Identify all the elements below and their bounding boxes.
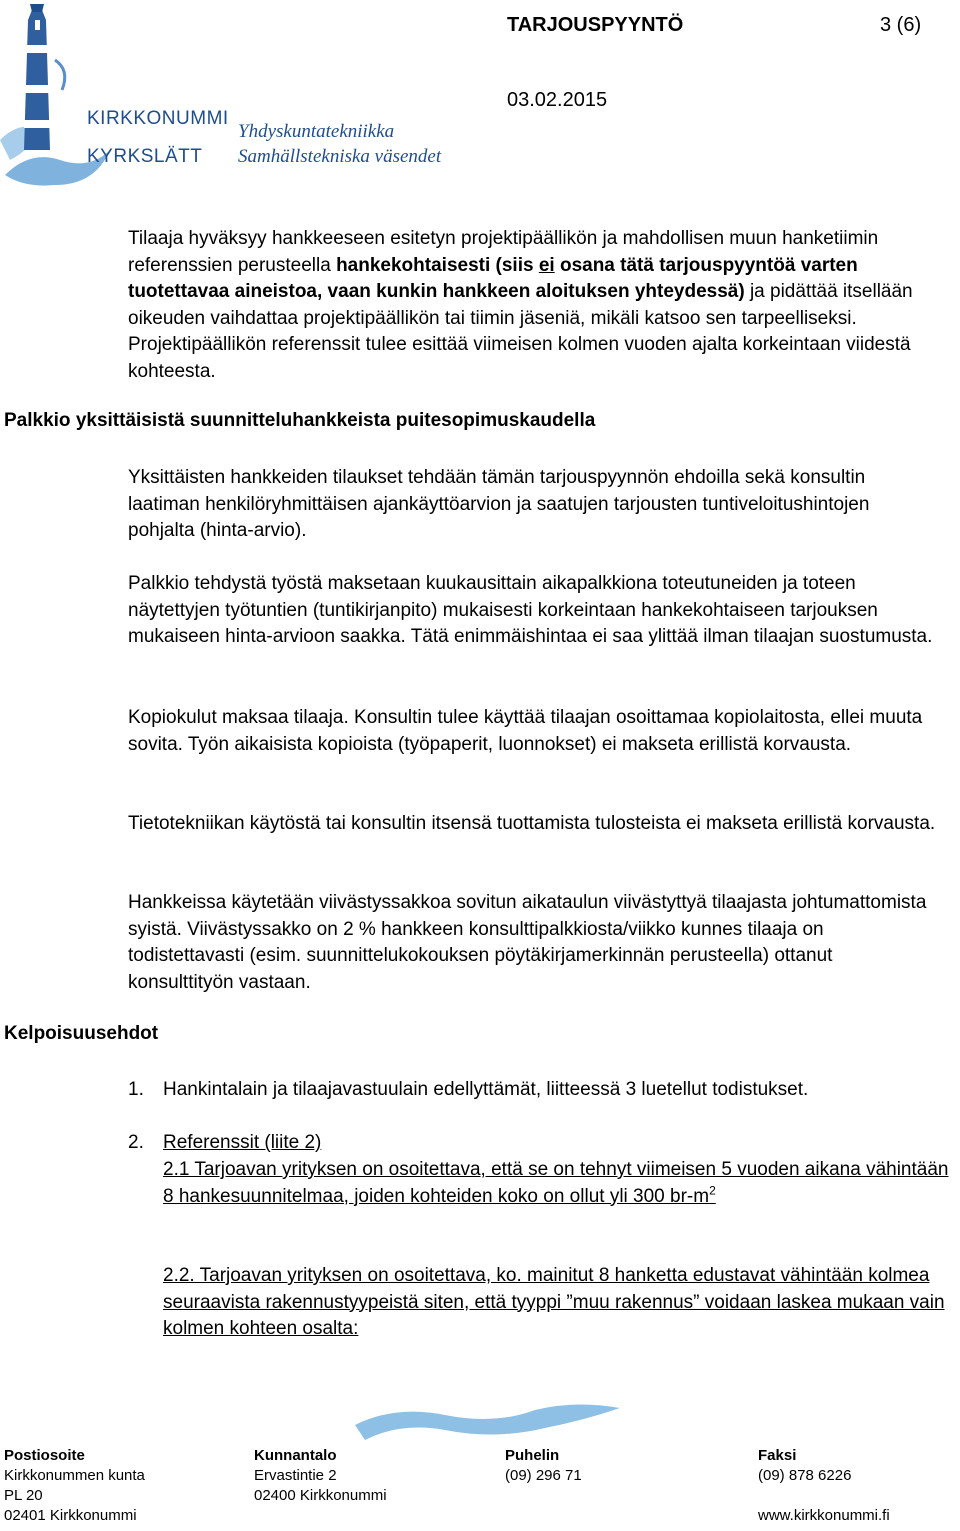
footer-phone: Puhelin (09) 296 71 <box>505 1447 582 1484</box>
logo-sub-1: Yhdyskuntatekniikka <box>238 121 395 142</box>
sublist-item: 2.2. Tarjoavan yrityksen on osoitettava, ko. mainitut 8 hanketta edustavat vähintään kolmea seuraavista rakennustyypeistä siten, että tyyppi ”muu rakennus” voidaan laskea mukaan vain kolmen kohteen osalta: <box>163 1265 945 1339</box>
lighthouse-icon <box>0 0 470 200</box>
website-link[interactable]: www.kirkkonummi.fi <box>758 1507 890 1524</box>
footer-townhall: Kunnantalo Ervastintie 2 02400 Kirkkonummi <box>254 1447 387 1504</box>
section-heading-fees: Palkkio yksittäisistä suunnitteluhankkeista puitesopimuskaudella <box>4 410 596 431</box>
paragraph-copies: Kopiokulut maksaa tilaaja. Konsultin tulee käyttää tilaajan osoittamaa kopiolaitosta, ellei muuta sovita. Työn aikaisista kopioista (työpaperit, luonnokset) ei makseta erillistä korvausta. <box>128 707 923 755</box>
wave-decoration-icon <box>355 1400 625 1450</box>
logo-sub-2: Samhällstekniska väsendet <box>238 146 442 167</box>
municipality-logo <box>0 0 470 200</box>
document-title: TARJOUSPYYNTÖ <box>507 14 684 36</box>
paragraph-payment: Palkkio tehdystä työstä maksetaan kuukausittain aikapalkkiona toteutuneiden ja toteen näytettyjen työtuntien (tuntikirjanpito) mukaisesti korkeintaan hankekohtaiseen tarjouksen mukaiseen hinta-arvioon saakka. Tätä enimmäishintaa ei saa ylittää ilman tilaajan suostumusta. <box>128 573 933 647</box>
paragraph-it: Tietotekniikan käytöstä tai konsultin itsensä tuottamista tulosteista ei makseta erillistä korvausta. <box>128 813 936 834</box>
list-item: Referenssit (liite 2) <box>163 1132 322 1153</box>
list-item: Hankintalain ja tilaajavastuulain edellyttämät, liitteessä 3 luetellut todistukset. <box>163 1079 809 1100</box>
logo-line-1: KIRKKONUMMI <box>87 108 229 129</box>
sublist-item: 2.1 Tarjoavan yrityksen on osoitettava, että se on tehnyt viimeisen 5 vuoden aikana vähintään 8 hankesuunnitelmaa, joiden kohteiden koko on ollut yli 300 $br-m^2$ <box>163 1159 949 1207</box>
logo-line-2: KYRKSLÄTT <box>87 146 203 167</box>
footer-fax: Faksi (09) 878 6226 www.kirkkonummi.fi <box>758 1447 890 1524</box>
intro-paragraph: Tilaaja hyväksyy hankkeeseen esitetyn projektipäällikön ja mahdollisen muun hanketiimin referenssien perusteella hankekohtaisesti (siis ei osana tätä tarjouspyyntöä varten tuotettavaa aineistoa, vaan kunkin hankkeen aloituksen yhteydessä) ja pidättää itsellään oikeuden vaihdattaa projektipäällikön tai tiimin jäseniä, mikäli katsoo sen tarpeelliseksi. Projektipäällikön referenssit tulee esittää viimeisen kolmen vuoden ajalta korkeintaan viidestä kohteesta. <box>128 228 913 382</box>
page-number: 3 (6) <box>880 14 922 36</box>
document-date: 03.02.2015 <box>507 89 608 111</box>
footer-postal: Postiosoite Kirkkonummen kunta PL 20 02401 Kirkkonummi <box>4 1447 145 1524</box>
section-heading-eligibility: Kelpoisuusehdot <box>4 1023 159 1044</box>
list-number: 2. <box>128 1132 144 1153</box>
list-number: 1. <box>128 1079 144 1100</box>
paragraph-penalty: Hankkeissa käytetään viivästyssakkoa sovitun aikataulun viivästyttyä tilaajasta johtumattomista syistä. Viivästyssakko on 2 % hankkeen konsulttipalkkiosta/viikko kunnes tilaaja on todistettavasti (esim. suunnittelukokouksen pöytäkirjamerkinnän perusteella) ottanut konsulttityön vastaan. <box>128 892 927 993</box>
paragraph-orders: Yksittäisten hankkeiden tilaukset tehdään tämän tarjouspyynnön ehdoilla sekä konsultin laatiman henkilöryhmittäisen ajankäyttöarvion ja saatujen tarjousten tuntiveloitushintojen pohjalta (hinta-arvio). <box>128 467 870 541</box>
